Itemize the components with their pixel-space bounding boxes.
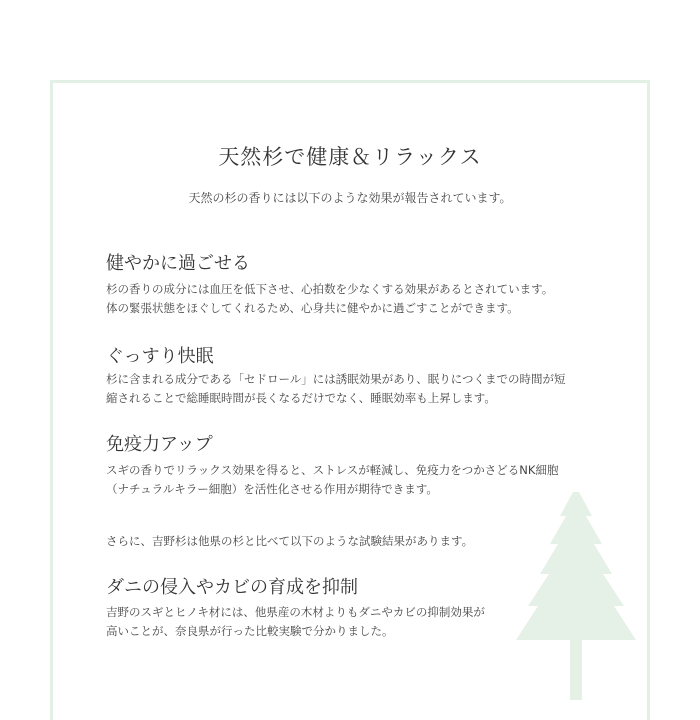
section-heading-mites-mold: ダニの侵入やカビの育成を抑制	[106, 577, 358, 598]
section-heading-sleep: ぐっすり快眠	[106, 346, 214, 367]
body-line: （ナチュラルキラー細胞）を活性化させる作用が期待できます。	[106, 482, 438, 496]
page-subtitle: 天然の杉の香りには以下のような効果が報告されています。	[188, 191, 512, 205]
section-body-immunity	[106, 461, 606, 499]
section-body-mites-mold	[106, 603, 606, 641]
body-line: 吉野のスギとヒノキ材には、他県産の木材よりもダニやカビの抑制効果が	[106, 605, 485, 619]
yoshino-note: さらに、吉野杉は他県の杉と比べて以下のような試験結果があります。	[106, 534, 474, 548]
body-line: スギの香りでリラックス効果を得ると、ストレスが軽減し、免疫力をつかさどるNK細胞	[106, 463, 559, 477]
body-line: 体の緊張状態をほぐしてくれるため、心身共に健やかに過ごすことができます。	[106, 301, 519, 315]
section-heading-health: 健やかに過ごせる	[106, 253, 250, 274]
body-line: 杉に含まれる成分である「セドロール」には誘眠効果があり、眠りにつくまでの時間が短	[106, 372, 566, 386]
section-body-health	[106, 280, 606, 318]
tree-icon	[506, 492, 646, 700]
body-line: 縮されることで総睡眠時間が長くなるだけでなく、睡眠効率も上昇します。	[106, 391, 496, 405]
page-title: 天然杉で健康＆リラックス	[218, 145, 482, 169]
section-body-sleep	[106, 370, 606, 408]
section-heading-immunity: 免疫力アップ	[106, 434, 213, 455]
body-line: 高いことが、奈良県が行った比較実験で分かりました。	[106, 624, 394, 638]
body-line: 杉の香りの成分には血圧を低下させ、心拍数を少なくする効果があるとされています。	[106, 282, 554, 296]
